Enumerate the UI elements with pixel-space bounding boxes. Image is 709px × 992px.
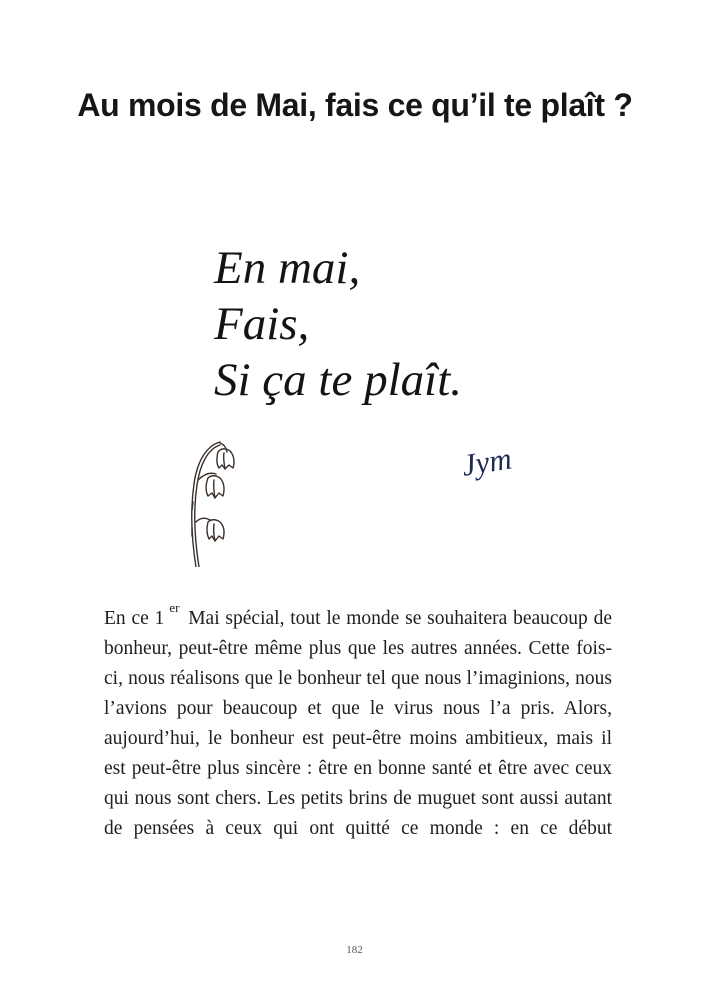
ordinal-suffix: er	[169, 600, 180, 615]
poem-line: En mai,	[214, 242, 361, 294]
body-paragraph	[104, 600, 612, 844]
signature: Jym	[459, 440, 514, 483]
page-title: Au mois de Mai, fais ce qu’il te plaît ?	[77, 87, 633, 123]
body-text: Mai spécial, tout le monde se souhaitera beaucoup de bonheur, peut-être même plus que les autres années. Cette fois-ci, nous réalisons que le bonheur tel que nous l’imaginions, nous l’avions pour beaucoup et que le virus nous l’a pris. Alors, aujourd’hui, le bonheur est peut-être moins ambitieux, mais il est peut-être plus sincère : être en bonne santé et être avec ceux qui nous sont chers. Les petits brins de muguet sont aussi autant de pensées à ceux qui ont quitté ce monde : en ce début	[104, 608, 612, 839]
body-intro: En ce 1	[104, 608, 165, 629]
page-number: 182	[346, 944, 363, 956]
poem-line: Si ça te plaît.	[214, 354, 463, 406]
lily-of-the-valley-icon	[180, 432, 260, 567]
poem	[214, 240, 462, 408]
poem-line: Fais,	[214, 298, 310, 350]
